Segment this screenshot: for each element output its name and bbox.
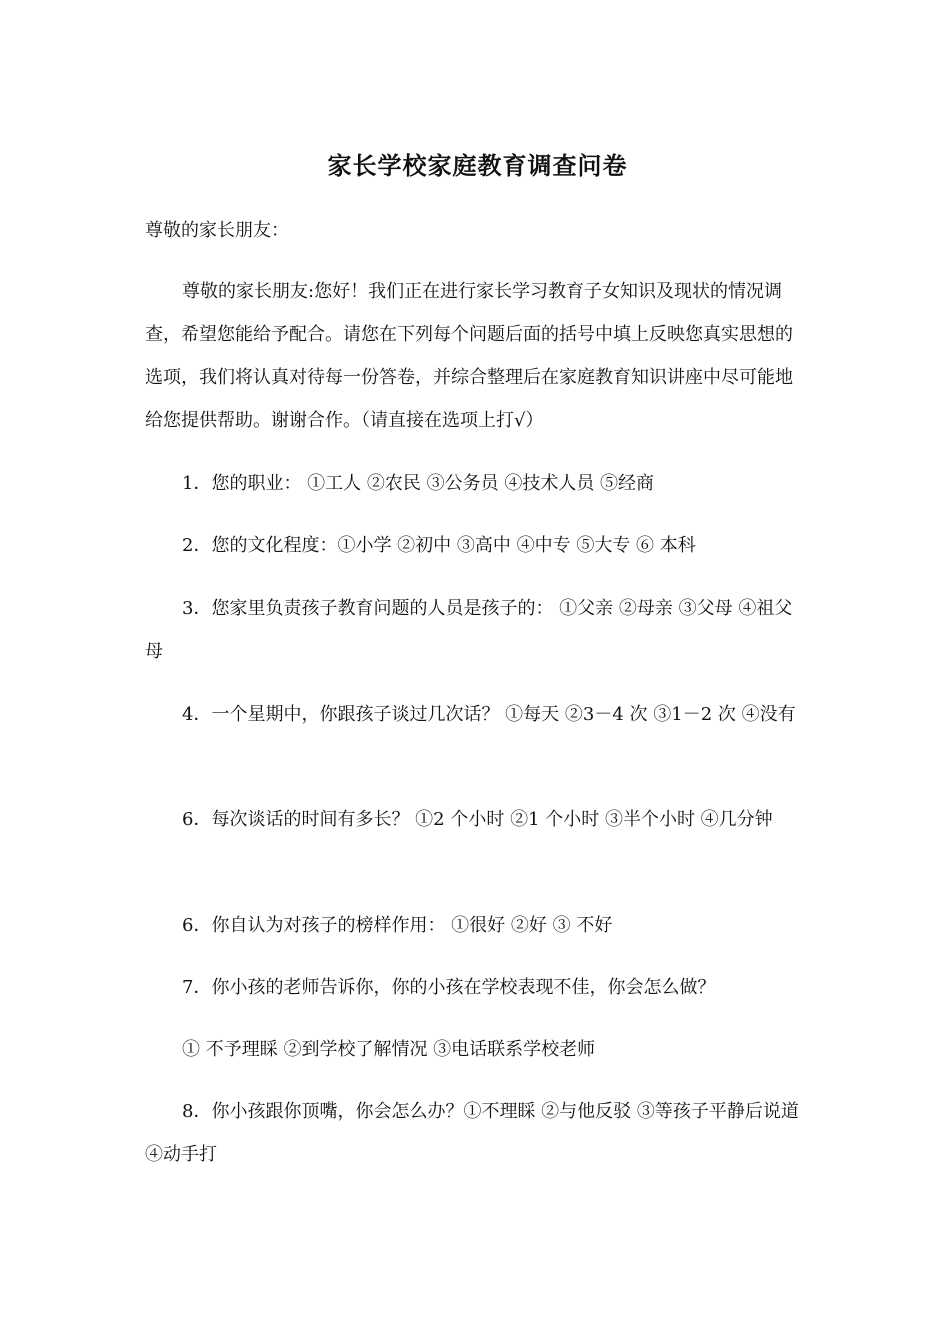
question-1: 1．您的职业： ①工人 ②农民 ③公务员 ④技术人员 ⑤经商 [182, 473, 655, 494]
question-3: 3．您家里负责孩子教育问题的人员是孩子的： ①父亲 ②母亲 ③父母 ④祖父母 [145, 598, 793, 662]
question-2: 2．您的文化程度：①小学 ②初中 ③高中 ④中专 ⑤大专 ⑥ 本科 [182, 535, 696, 556]
question-6: 6．你自认为对孩子的榜样作用： ①很好 ②好 ③ 不好 [182, 915, 613, 936]
document-title: 家长学校家庭教育调查问卷 [327, 151, 628, 181]
question-4: 4．一个星期中，你跟孩子谈过几次话？ ①每天 ②3－4 次 ③1－2 次 ④没有 [182, 704, 796, 725]
question-5: 6．每次谈话的时间有多长？ ①2 个小时 ②1 个小时 ③半个小时 ④几分钟 [182, 809, 773, 830]
question-7-options: ① 不予理睬 ②到学校了解情况 ③电话联系学校老师 [182, 1039, 596, 1060]
intro-paragraph: 尊敬的家长朋友:您好！我们正在进行家长学习教育子女知识及现状的情况调查，希望您能给予配合。请您在下列每个问题后面的括号中填上反映您真实思想的选项，我们将认真对待每一份答卷，并综合整理后在家庭教育知识讲座中尽可能地给您提供帮助。谢谢合作。（请直接在选项上打√） [145, 281, 793, 431]
question-8: 8．你小孩跟你顶嘴，你会怎么办？①不理睬 ②与他反驳 ③等孩子平静后说道④动手打 [145, 1101, 799, 1165]
question-7: 7．你小孩的老师告诉你，你的小孩在学校表现不佳，你会怎么做？ [182, 977, 716, 998]
salutation: 尊敬的家长朋友： [145, 220, 289, 241]
